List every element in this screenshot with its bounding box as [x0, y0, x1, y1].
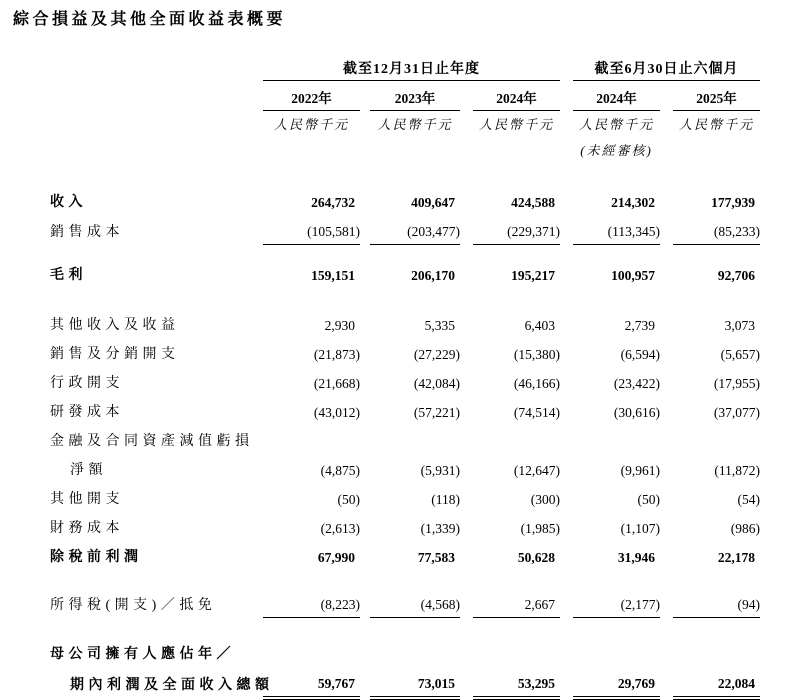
gutter — [360, 454, 370, 483]
gutter — [560, 309, 573, 338]
spacer — [48, 245, 760, 260]
cell-revenue-fy2022: 264,732 — [311, 195, 355, 210]
gutter — [560, 81, 573, 111]
year-header-hy2025: 2025年 — [673, 81, 760, 111]
cell-finance-costs-fy2022: (2,613) — [320, 521, 360, 536]
cell-selling-distribution-hy2025: (5,657) — [720, 347, 761, 362]
header-group-interim: 截至6月30日止六個月 — [573, 56, 760, 81]
table-row — [48, 425, 760, 454]
gutter — [460, 186, 473, 215]
cell-other-income-hy2025: 3,073 — [724, 318, 756, 333]
cell-gross-profit-fy2024: 195,217 — [511, 268, 556, 283]
gutter — [460, 309, 473, 338]
cell-rnd-fy2024: (74,514) — [513, 405, 561, 420]
cell-selling-distribution-fy2022: (21,873) — [313, 347, 360, 362]
cell-administrative-fy2022: (21,668) — [313, 376, 360, 391]
empty-cell — [48, 56, 263, 81]
spacer — [48, 570, 760, 588]
cell-administrative-fy2023: (42,084) — [413, 376, 460, 391]
spacer — [48, 162, 760, 186]
cell-gross-profit-hy2024: 100,957 — [611, 268, 656, 283]
gutter — [360, 309, 370, 338]
gutter — [460, 81, 473, 111]
table-row — [48, 186, 760, 215]
gutter — [360, 215, 370, 245]
cell-profit-before-tax-fy2022: 67,990 — [317, 550, 355, 565]
cell-impairment-net-hy2024: (9,961) — [620, 463, 661, 478]
spacer-row — [48, 288, 760, 309]
gutter — [560, 111, 573, 136]
cell-other-expenses-fy2022: (50) — [337, 492, 360, 507]
spacer — [48, 288, 760, 309]
income-statement-table — [48, 56, 760, 700]
row-label-selling-distribution: 銷售及分銷開支 — [50, 347, 180, 362]
gutter — [460, 454, 473, 483]
cell-impairment-net-fy2022: (4,875) — [320, 463, 360, 478]
row-label-other-income: 其他收入及收益 — [50, 318, 180, 333]
empty-cell — [48, 111, 263, 136]
gutter — [660, 309, 673, 338]
year-header-fy2022: 2022年 — [263, 81, 360, 111]
table-row — [48, 111, 760, 136]
cell-attributable-total-fy2023: 73,015 — [370, 667, 460, 698]
gutter — [460, 367, 473, 396]
table-row — [48, 81, 760, 111]
empty-cell — [673, 425, 760, 454]
gutter — [660, 483, 673, 512]
cell-other-income-fy2023: 5,335 — [424, 318, 455, 333]
spacer-row — [48, 570, 760, 588]
gutter — [660, 512, 673, 541]
empty-cell — [573, 425, 660, 454]
gutter — [660, 81, 673, 111]
cell-rnd-fy2022: (43,012) — [313, 405, 360, 420]
cell-rnd-hy2024: (30,616) — [613, 405, 661, 420]
gutter — [660, 541, 673, 570]
table-row — [48, 135, 760, 162]
gutter — [560, 483, 573, 512]
table-row — [48, 396, 760, 425]
cell-impairment-net-fy2023: (5,931) — [420, 463, 460, 478]
empty-cell — [473, 425, 560, 454]
gutter — [560, 425, 573, 454]
gutter — [560, 338, 573, 367]
gutter — [560, 135, 573, 162]
gutter — [560, 215, 573, 245]
table-row — [48, 667, 760, 698]
gutter — [560, 396, 573, 425]
gutter — [660, 135, 673, 162]
empty-cell — [673, 638, 760, 667]
cell-income-tax-fy2023: (4,568) — [370, 588, 460, 618]
cell-administrative-hy2024: (23,422) — [613, 376, 661, 391]
gutter — [660, 425, 673, 454]
empty-cell — [370, 135, 460, 162]
gutter — [460, 588, 473, 618]
table-row — [48, 512, 760, 541]
unit-label: 人民幣千元 — [377, 117, 453, 132]
cell-revenue-fy2023: 409,647 — [411, 195, 455, 210]
empty-cell — [263, 638, 360, 667]
gutter — [460, 259, 473, 288]
cell-attributable-total-hy2024: 29,769 — [573, 667, 660, 698]
empty-cell — [473, 638, 560, 667]
empty-cell — [263, 135, 360, 162]
cell-profit-before-tax-hy2024: 31,946 — [617, 550, 656, 565]
cell-income-tax-fy2024: 2,667 — [473, 588, 560, 618]
cell-attributable-total-fy2022: 59,767 — [263, 667, 360, 698]
gutter — [360, 512, 370, 541]
gutter — [460, 483, 473, 512]
row-label-income-tax: 所得稅(開支)／抵免 — [50, 597, 217, 613]
gutter — [660, 454, 673, 483]
cell-revenue-hy2024: 214,302 — [611, 195, 656, 210]
page-title: 綜合損益及其他全面收益表概要 — [13, 11, 287, 28]
table-row — [48, 483, 760, 512]
gutter — [460, 638, 473, 667]
unit-label: 人民幣千元 — [679, 117, 755, 132]
gutter — [660, 588, 673, 618]
table-row — [48, 56, 760, 81]
spacer-row — [48, 162, 760, 186]
gutter — [360, 541, 370, 570]
table-row — [48, 367, 760, 396]
table-row — [48, 454, 760, 483]
cell-selling-distribution-hy2024: (6,594) — [620, 347, 661, 362]
gutter — [460, 667, 473, 698]
row-label-profit-before-tax: 除稅前利潤 — [50, 550, 143, 565]
cell-gross-profit-fy2022: 159,151 — [311, 268, 355, 283]
gutter — [360, 111, 370, 136]
cell-finance-costs-fy2023: (1,339) — [420, 521, 460, 536]
table-row — [48, 215, 760, 245]
gutter — [660, 667, 673, 698]
gutter — [360, 425, 370, 454]
cell-income-tax-hy2025: (94) — [673, 588, 760, 618]
cell-other-expenses-fy2023: (118) — [431, 492, 460, 507]
gutter — [560, 667, 573, 698]
gutter — [560, 512, 573, 541]
row-label-attributable-total: 期內利潤及全面收入總額 — [70, 678, 274, 693]
table-row — [48, 309, 760, 338]
row-label-administrative: 行政開支 — [50, 376, 124, 391]
gutter — [360, 638, 370, 667]
gutter — [360, 367, 370, 396]
table-row — [48, 541, 760, 570]
year-header-fy2024: 2024年 — [473, 81, 560, 111]
row-label-revenue: 收入 — [50, 195, 87, 210]
gutter — [460, 512, 473, 541]
gutter — [660, 638, 673, 667]
row-label-gross-profit: 毛利 — [50, 268, 87, 283]
row-label-other-expenses: 其他開支 — [50, 492, 124, 507]
gutter — [360, 396, 370, 425]
empty-cell — [673, 135, 760, 162]
gutter — [460, 338, 473, 367]
cell-attributable-total-hy2025: 22,084 — [673, 667, 760, 698]
cell-other-income-hy2024: 2,739 — [624, 318, 656, 333]
cell-cost-of-sales-hy2025: (85,233) — [673, 215, 760, 245]
row-label-attributable-title: 母公司擁有人應佔年／ — [50, 647, 235, 662]
gutter — [560, 186, 573, 215]
unit-label: 人民幣千元 — [479, 117, 555, 132]
gutter — [460, 215, 473, 245]
cell-gross-profit-hy2025: 92,706 — [717, 268, 756, 283]
unaudited-label: (未經審核) — [580, 143, 653, 158]
gutter — [360, 259, 370, 288]
gutter — [460, 135, 473, 162]
cell-revenue-hy2025: 177,939 — [711, 195, 756, 210]
unit-label: 人民幣千元 — [579, 117, 655, 132]
empty-cell — [48, 135, 263, 162]
cell-finance-costs-fy2024: (1,985) — [520, 521, 561, 536]
empty-cell — [263, 425, 360, 454]
cell-administrative-hy2025: (17,955) — [713, 376, 761, 391]
gutter — [660, 215, 673, 245]
spacer-row — [48, 245, 760, 260]
cell-attributable-total-fy2024: 53,295 — [473, 667, 560, 698]
empty-cell — [473, 135, 560, 162]
cell-profit-before-tax-fy2023: 77,583 — [417, 550, 455, 565]
cell-impairment-net-fy2024: (12,647) — [513, 463, 561, 478]
cell-selling-distribution-fy2023: (27,229) — [413, 347, 460, 362]
spacer-row — [48, 618, 760, 639]
table-row — [48, 338, 760, 367]
row-label-finance-costs: 財務成本 — [50, 521, 124, 536]
cell-rnd-hy2025: (37,077) — [713, 405, 761, 420]
gutter — [660, 259, 673, 288]
gutter — [360, 338, 370, 367]
cell-other-expenses-fy2024: (300) — [530, 492, 561, 507]
gutter — [560, 259, 573, 288]
gutter — [360, 667, 370, 698]
gutter — [460, 396, 473, 425]
unit-label: 人民幣千元 — [273, 117, 349, 132]
gutter — [360, 81, 370, 111]
gutter — [660, 111, 673, 136]
cell-impairment-net-hy2025: (11,872) — [714, 463, 761, 478]
gutter — [560, 56, 573, 81]
cell-profit-before-tax-fy2024: 50,628 — [517, 550, 556, 565]
cell-administrative-fy2024: (46,166) — [513, 376, 561, 391]
cell-profit-before-tax-hy2025: 22,178 — [717, 550, 756, 565]
gutter — [660, 367, 673, 396]
gutter — [360, 135, 370, 162]
cell-cost-of-sales-hy2024: (113,345) — [573, 215, 660, 245]
gutter — [360, 588, 370, 618]
cell-cost-of-sales-fy2024: (229,371) — [473, 215, 560, 245]
gutter — [660, 186, 673, 215]
cell-other-expenses-hy2025: (54) — [737, 492, 761, 507]
cell-finance-costs-hy2024: (1,107) — [620, 521, 661, 536]
cell-other-income-fy2024: 6,403 — [524, 318, 556, 333]
gutter — [560, 541, 573, 570]
gutter — [460, 425, 473, 454]
table-row — [48, 588, 760, 618]
gutter — [460, 541, 473, 570]
cell-cost-of-sales-fy2022: (105,581) — [263, 215, 360, 245]
year-header-hy2024: 2024年 — [573, 81, 660, 111]
cell-cost-of-sales-fy2023: (203,477) — [370, 215, 460, 245]
cell-selling-distribution-fy2024: (15,380) — [513, 347, 561, 362]
cell-income-tax-hy2024: (2,177) — [573, 588, 660, 618]
row-label-rnd: 研發成本 — [50, 405, 124, 420]
gutter — [460, 111, 473, 136]
cell-finance-costs-hy2025: (986) — [730, 521, 761, 536]
empty-cell — [48, 81, 263, 111]
gutter — [560, 454, 573, 483]
row-label-cost-of-sales: 銷售成本 — [50, 224, 124, 240]
cell-revenue-fy2024: 424,588 — [511, 195, 556, 210]
gutter — [560, 588, 573, 618]
row-label-impairment-net: 淨額 — [70, 463, 107, 478]
empty-cell — [370, 638, 460, 667]
header-group-annual: 截至12月31日止年度 — [263, 56, 560, 81]
cell-income-tax-fy2022: (8,223) — [263, 588, 360, 618]
table-row — [48, 638, 760, 667]
gutter — [560, 638, 573, 667]
year-header-fy2023: 2023年 — [370, 81, 460, 111]
gutter — [560, 367, 573, 396]
table-row — [48, 259, 760, 288]
cell-rnd-fy2023: (57,221) — [413, 405, 460, 420]
gutter — [360, 483, 370, 512]
row-label-impairment-title: 金融及合同資產減值虧損 — [50, 434, 254, 449]
empty-cell — [573, 638, 660, 667]
cell-other-expenses-hy2024: (50) — [637, 492, 661, 507]
spacer — [48, 618, 760, 639]
cell-other-income-fy2022: 2,930 — [324, 318, 355, 333]
gutter — [360, 186, 370, 215]
empty-cell — [370, 425, 460, 454]
cell-gross-profit-fy2023: 206,170 — [411, 268, 455, 283]
gutter — [660, 396, 673, 425]
gutter — [660, 338, 673, 367]
